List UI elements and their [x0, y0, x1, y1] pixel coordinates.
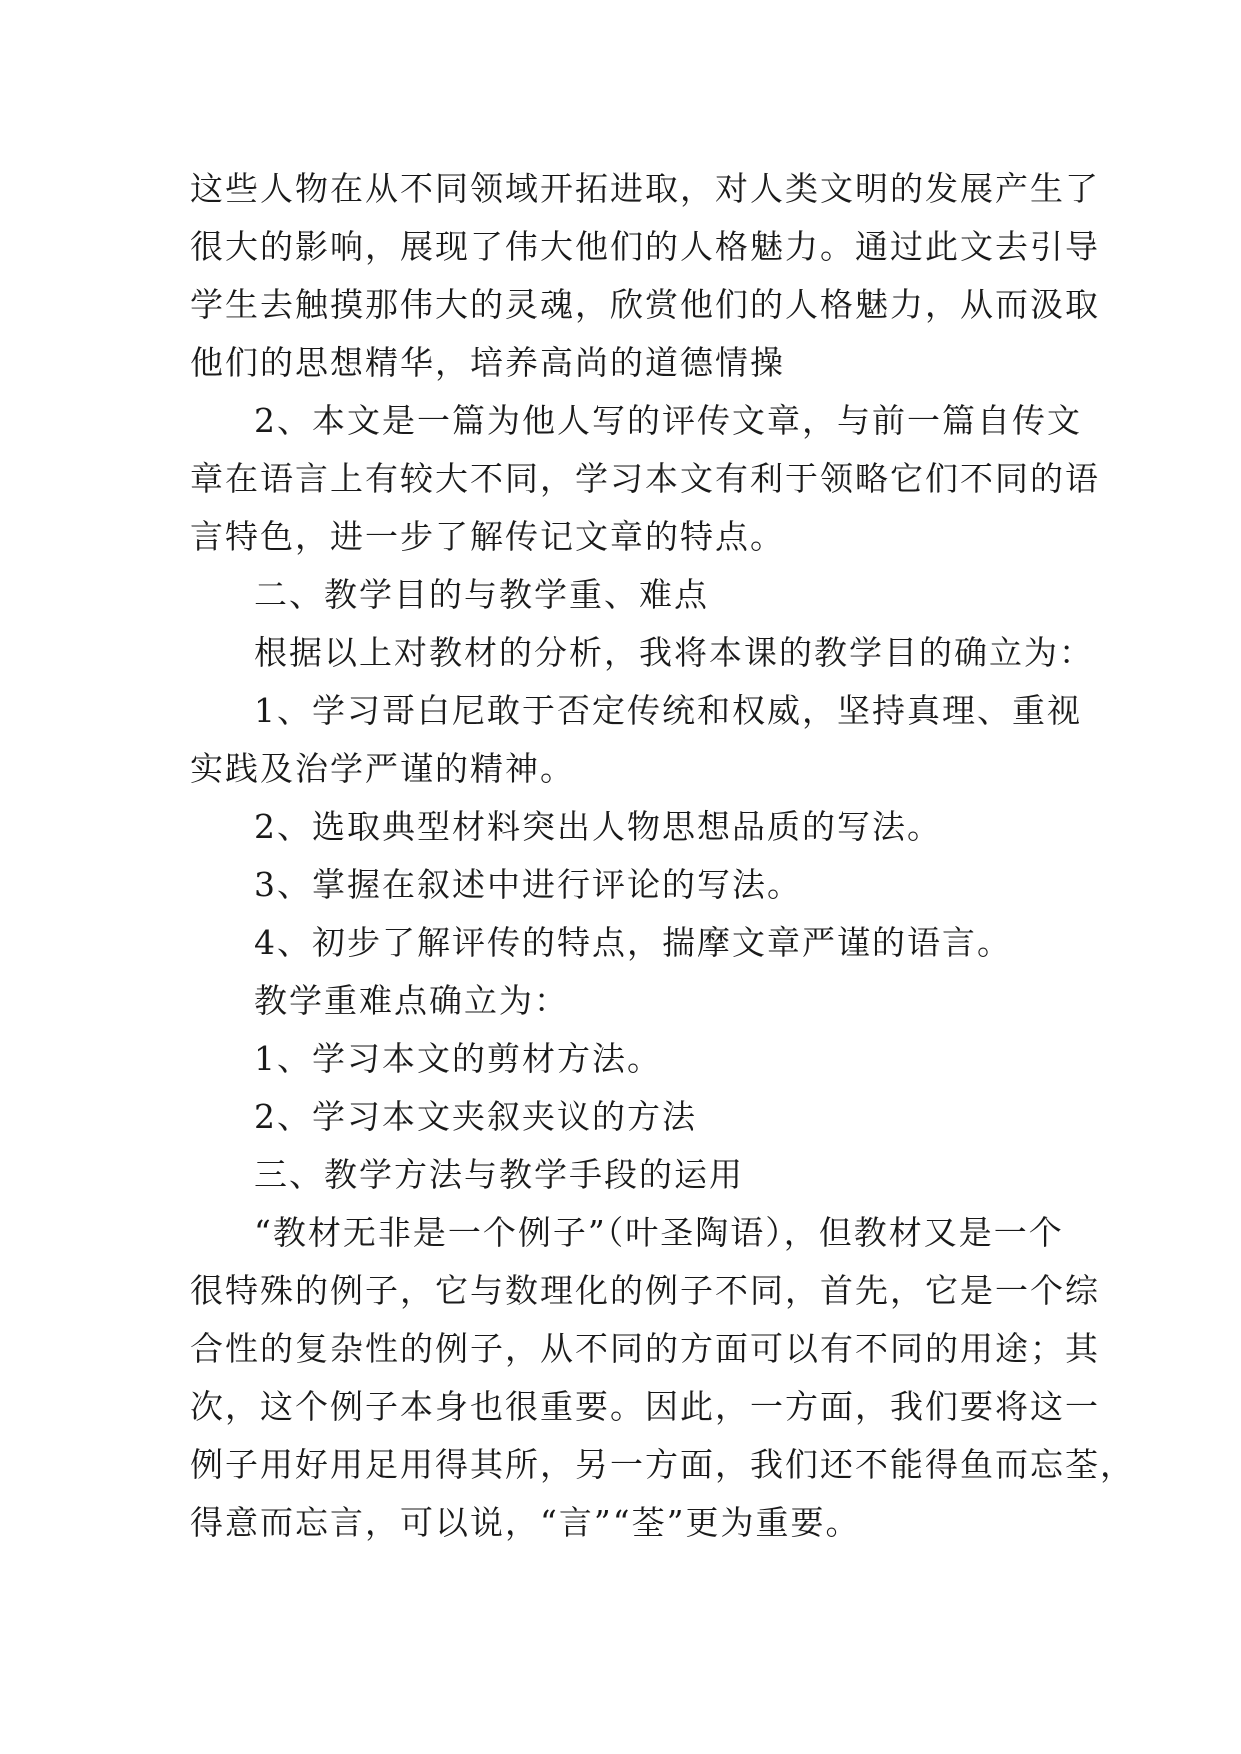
text-line-3: 学生去触摸那伟大的灵魂，欣赏他们的人格魅力，从而汲取 — [190, 285, 1100, 324]
paragraph-point-2: 2、本文是一篇为他人写的评传文章，与前一篇自传文 — [254, 401, 1082, 440]
text-line-6: 章在语言上有较大不同，学习本文有利于领略它们不同的语 — [190, 459, 1100, 498]
text-line-4: 他们的思想精华，培养高尚的道德情操 — [190, 343, 785, 382]
text-line-22: 次，这个例子本身也很重要。因此，一方面，我们要将这一 — [190, 1387, 1100, 1426]
goal-item-2: 2、选取典型材料突出人物思想品质的写法。 — [254, 807, 942, 846]
goal-item-1: 1、学习哥白尼敢于否定传统和权威，坚持真理、重视 — [254, 691, 1082, 730]
section-heading-2: 二、教学目的与教学重、难点 — [254, 575, 709, 614]
document-body — [190, 160, 1135, 1552]
text-line-2: 很大的影响，展现了伟大他们的人格魅力。通过此文去引导 — [190, 227, 1100, 266]
section-heading-3: 三、教学方法与教学手段的运用 — [254, 1155, 744, 1194]
key-point-item-2: 2、学习本文夹叙夹议的方法 — [254, 1097, 697, 1136]
text-line-19: “教材无非是一个例子”（叶圣陶语），但教材又是一个 — [254, 1213, 1064, 1252]
key-points-heading: 教学重难点确立为： — [254, 981, 569, 1020]
text-line-23: 例子用好用足用得其所，另一方面，我们还不能得鱼而忘荃， — [190, 1445, 1135, 1484]
goal-item-4: 4、初步了解评传的特点，揣摩文章严谨的语言。 — [254, 923, 1012, 962]
text-line-24: 得意而忘言，可以说，“言”“荃”更为重要。 — [190, 1503, 861, 1542]
goal-item-3: 3、掌握在叙述中进行评论的写法。 — [254, 865, 802, 904]
text-line-21: 合性的复杂性的例子，从不同的方面可以有不同的用途；其 — [190, 1329, 1100, 1368]
text-line-7: 言特色，进一步了解传记文章的特点。 — [190, 517, 785, 556]
text-line-1: 这些人物在从不同领域开拓进取，对人类文明的发展产生了 — [190, 169, 1100, 208]
text-line-20: 很特殊的例子，它与数理化的例子不同，首先，它是一个综 — [190, 1271, 1100, 1310]
key-point-item-1: 1、学习本文的剪材方法。 — [254, 1039, 662, 1078]
text-line-11: 实践及治学严谨的精神。 — [190, 749, 575, 788]
text-line-9: 根据以上对教材的分析，我将本课的教学目的确立为： — [254, 633, 1094, 672]
